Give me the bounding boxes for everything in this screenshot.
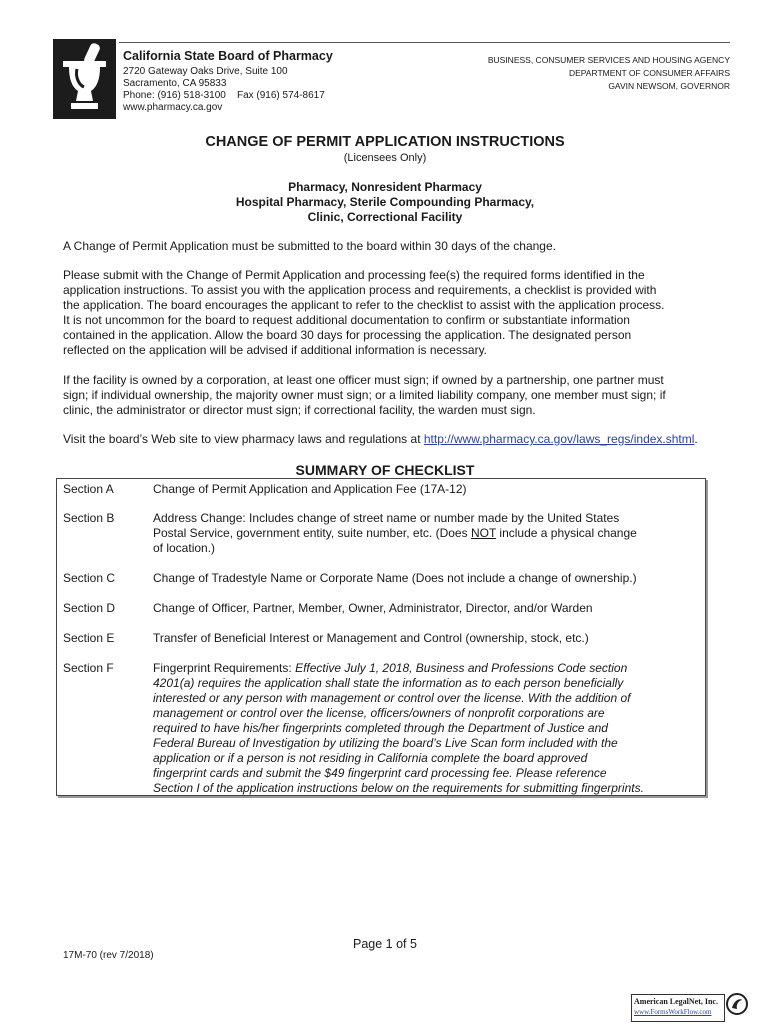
- paragraph-website: [63, 432, 713, 447]
- text-line: 4201(a) requires the application shall state the information as to each person beneficially: [153, 676, 624, 690]
- facility-types-line: Clinic, Correctional Facility: [307, 210, 463, 224]
- text-line: [153, 526, 693, 541]
- text: Fingerprint Requirements:: [153, 661, 296, 675]
- text-line: of location.): [153, 541, 216, 555]
- section-e-label: Section E: [63, 631, 115, 645]
- form-number: 17M-70 (rev 7/2018): [63, 950, 154, 961]
- agency-line-2: DEPARTMENT OF CONSUMER AFFAIRS: [568, 68, 730, 78]
- section-d-label: Section D: [63, 601, 116, 615]
- text-line: fingerprint cards and submit the $49 fingerprint card processing fee. Please reference: [153, 766, 607, 780]
- text-line: application instructions. To assist you with the application process and requirements, a checklist is provided with: [63, 283, 657, 297]
- text-line: Please submit with the Change of Permit Application and processing fee(s) the required forms identified in the: [63, 268, 645, 282]
- text-line: required to have his/her fingerprints completed through the Department of Justice and: [153, 721, 608, 735]
- board-name: California State Board of Pharmacy: [123, 49, 333, 63]
- section-a-label: Section A: [63, 482, 114, 496]
- text-line: the application. The board encourages the applicant to refer to the checklist to assist with the application process.: [63, 298, 665, 312]
- summary-heading: SUMMARY OF CHECKLIST: [295, 462, 475, 478]
- text: include a physical change: [496, 526, 637, 540]
- text-line: sign; if individual ownership, the majority owner must sign; or a limited liability company, one member must sign; if: [63, 388, 666, 402]
- section-c-text: Change of Tradestyle Name or Corporate Name (Does not include a change of ownership.): [153, 571, 637, 585]
- text: Visit the board’s Web site to view pharmacy laws and regulations at: [63, 432, 424, 446]
- text-line: It is not uncommon for the board to request additional documentation to confirm or substantiate information: [63, 313, 630, 327]
- address-line-2: Sacramento, CA 95833: [123, 78, 227, 89]
- document-subtitle: (Licensees Only): [343, 152, 427, 164]
- document-title: CHANGE OF PERMIT APPLICATION INSTRUCTIONS: [205, 134, 565, 150]
- mortar-pestle-icon: [53, 39, 116, 119]
- text-line: application or if a person is not residing in California complete the board approved: [153, 751, 588, 765]
- text-line: [153, 661, 693, 676]
- text-line: interested or any person with management or control over the license. With the addition of: [153, 691, 631, 705]
- text-line: clinic, the administrator or director must sign; if correctional facility, the warden must sign.: [63, 403, 536, 417]
- board-logo: [53, 39, 116, 119]
- section-f-label: Section F: [63, 661, 114, 675]
- paragraph-signatures: [63, 373, 713, 418]
- phone-fax: Phone: (916) 518-3100 Fax (916) 574-8617: [123, 90, 325, 101]
- paragraph-submission: [63, 268, 713, 358]
- section-b-label: Section B: [63, 511, 115, 525]
- text-line: Federal Bureau of Investigation by utilizing the board’s Live Scan form included with the: [153, 736, 618, 750]
- page-number: Page 1 of 5: [353, 937, 417, 951]
- section-b-text: [153, 511, 693, 556]
- emphasis-not: NOT: [470, 526, 497, 540]
- agency-line-3: GAVIN NEWSOM, GOVERNOR: [608, 81, 730, 91]
- text: .: [694, 432, 698, 446]
- text-line: management or control over the license, officers/owners of nonprofit corporations are: [153, 706, 605, 720]
- facility-types-line: Hospital Pharmacy, Sterile Compounding Pharmacy,: [235, 195, 535, 209]
- publisher-link[interactable]: www.FormsWorkFlow.com: [634, 1008, 712, 1016]
- text-line: Section I of the application instructions below on the requirements for submitting fingerprints.: [153, 781, 644, 795]
- publisher-logo-icon: [725, 992, 749, 1016]
- agency-line-1: BUSINESS, CONSUMER SERVICES AND HOUSING AGENCY: [487, 55, 730, 65]
- text-line: reflected on the application will be advised if additional information is necessary.: [63, 343, 488, 357]
- paragraph-deadline: A Change of Permit Application must be submitted to the board within 30 days of the change.: [63, 239, 556, 253]
- facility-types: [0, 180, 770, 225]
- header-rule: [119, 42, 730, 43]
- text-line: If the facility is owned by a corporation, at least one officer must sign; if owned by a partnership, one partner must: [63, 373, 664, 387]
- publisher-name: American LegalNet, Inc.: [634, 997, 718, 1006]
- text: Postal Service, government entity, suite number, etc. (Does: [153, 526, 471, 540]
- section-e-text: Transfer of Beneficial Interest or Management and Control (ownership, stock, etc.): [153, 631, 589, 645]
- address-line-1: 2720 Gateway Oaks Drive, Suite 100: [123, 66, 288, 77]
- text-line: contained in the application. Allow the board 30 days for processing the application. The designated person: [63, 328, 632, 342]
- text-line: Address Change: Includes change of street name or number made by the United States: [153, 511, 620, 525]
- website[interactable]: www.pharmacy.ca.gov: [123, 102, 223, 113]
- section-a-text: Change of Permit Application and Application Fee (17A-12): [153, 482, 467, 496]
- section-d-text: Change of Officer, Partner, Member, Owner, Administrator, Director, and/or Warden: [153, 601, 593, 615]
- section-f-text: [153, 661, 693, 796]
- text: Effective July 1, 2018, Business and Professions Code section: [295, 661, 628, 675]
- section-c-label: Section C: [63, 571, 116, 585]
- facility-types-line: Pharmacy, Nonresident Pharmacy: [288, 180, 482, 194]
- laws-regs-link[interactable]: http://www.pharmacy.ca.gov/laws_regs/index.shtml: [423, 432, 695, 446]
